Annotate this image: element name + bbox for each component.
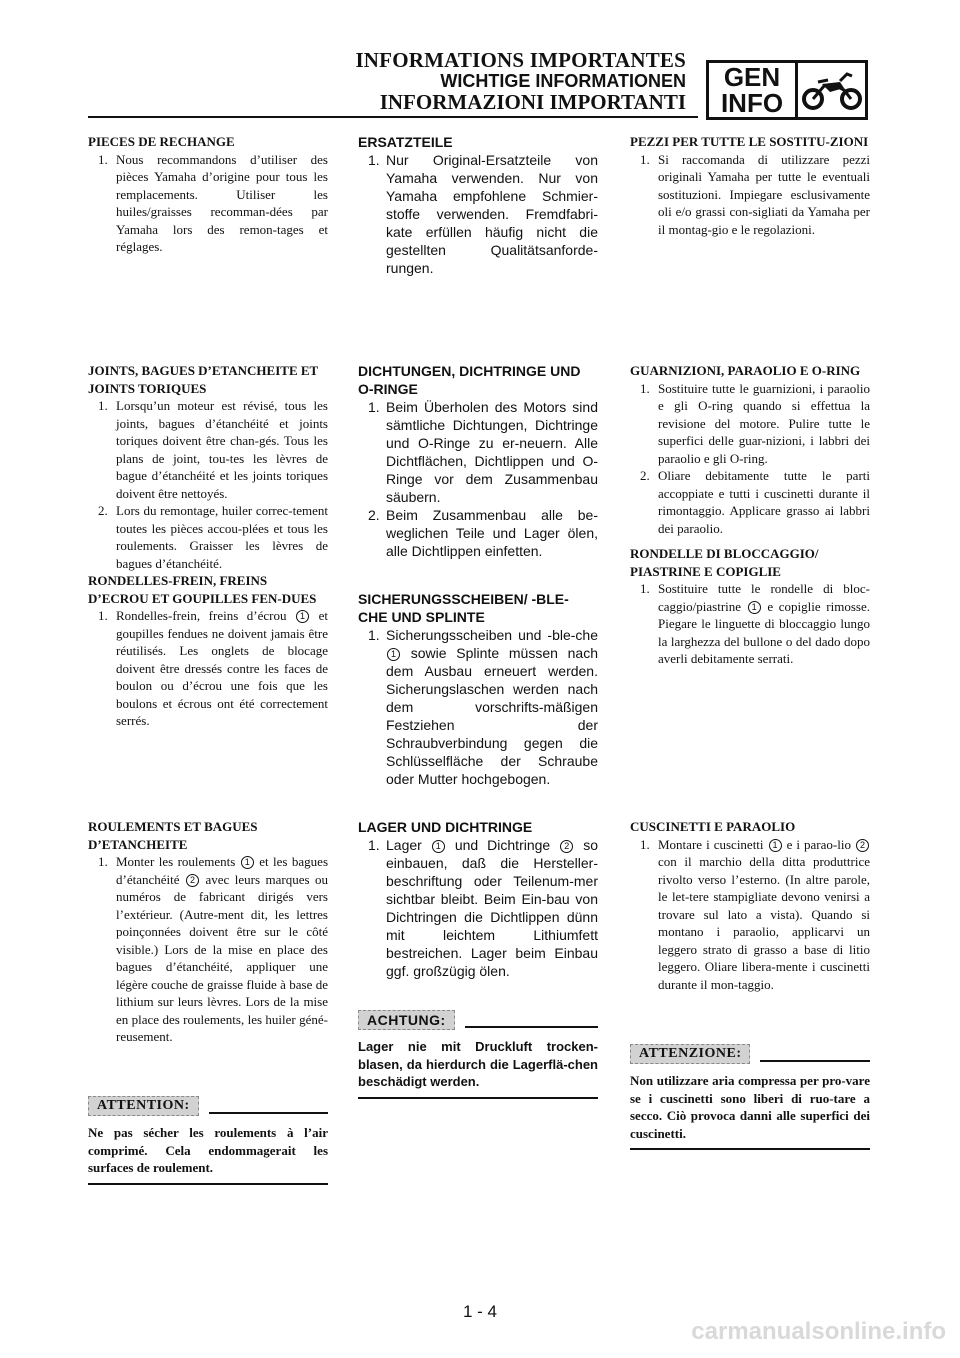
section-title: JOINTS, BAGUES D’ETANCHEITE ET JOINTS TORIQUES: [88, 363, 318, 396]
section-fr-bearings: [88, 818, 328, 1046]
ref-marker: 2: [560, 840, 573, 853]
badge-line2: INFO: [720, 88, 784, 118]
item-number: 1.: [98, 608, 108, 623]
ref-marker: 1: [296, 610, 309, 623]
item-number: 1.: [640, 380, 650, 396]
item-number: 1.: [368, 152, 380, 168]
item-text: Oliare debitamente tutte le parti accoppiate e tutti i cuscinetti durante il rimontaggio. Applicare grasso ai labbri dei paraolio.: [658, 468, 870, 536]
item-number: 1.: [98, 398, 108, 413]
section-title: DICHTUNGEN, DICHTRINGE UND O-RINGE: [358, 363, 581, 397]
item-number: 1.: [640, 836, 650, 852]
ref-marker: 1: [769, 839, 782, 852]
warning-de: [358, 1008, 598, 1099]
section-title: PEZZI PER TUTTE LE SOSTITU-ZIONI: [630, 134, 869, 149]
warning-label: ATTENZIONE:: [630, 1044, 750, 1064]
warning-it: [630, 1042, 870, 1150]
item-number: 1.: [368, 837, 380, 853]
section-de-parts: [358, 133, 598, 277]
item-number: 2.: [98, 503, 108, 518]
item-text: Sostituire tutte le guarnizioni, i paraolio e gli O-ring quando si effettua la revisione del motore. Pulire tutte le superfici delle guar-nizioni, i labbri dei paraolio e gli O-ring.: [658, 380, 870, 466]
section-title: CUSCINETTI E PARAOLIO: [630, 819, 796, 834]
item-text: Nur Original-Ersatzteile von Yamaha verwenden. Nur von Yamaha empfohlene Schmier-stoffe verwenden. Fremdfabri-kate erfüllen häufig nicht die gestellten Qualitätsanforde-rungen.: [386, 152, 598, 276]
item-text: Si raccomanda di utilizzare pezzi originali Yamaha per tutte le eventuali sostituzioni. Impiegare esclusivamente oli e/o grassi con-sigliati da Yamaha per il montag-gio e le regolazioni.: [658, 151, 870, 237]
motorcycle-icon: [798, 63, 865, 117]
ref-marker: 1: [387, 648, 400, 661]
item-text: Nous recommandons d’utiliser des pièces Yamaha d’origine pour tous les remplacements. Utiliser les huiles/graisses recomman-dées par Yamaha lors des remon-tages et réglages.: [116, 151, 328, 254]
item-number: 1.: [640, 151, 650, 167]
section-title: LAGER UND DICHTRINGE: [358, 819, 533, 835]
section-it-bearings: [630, 818, 870, 993]
watermark: carmanualsonline.info: [691, 1318, 946, 1345]
warning-label: ATTENTION:: [88, 1096, 199, 1116]
item-text: Lors du remontage, huiler correc-tement toutes les pièces accou-plées et tous les roulements. Graisser les lèvres de bagues d’étanchéité.: [116, 503, 328, 571]
item-number: 2.: [368, 507, 380, 523]
ref-marker: 1: [748, 601, 761, 614]
warning-text: Ne pas sécher les roulements à l’air comprimé. Cela endommagerait les surfaces de roulement.: [88, 1125, 328, 1175]
item-number: 1.: [640, 581, 650, 596]
header-title-fr: INFORMATIONS IMPORTANTES: [355, 48, 686, 72]
item-text: Lager 1 und Dichtringe 2 so einbauen, daß die Hersteller-beschriftung oder Teilenum-mer sichtbar bleibt. Beim Ein-bau von Dichtringen die Dichtlippen dünn mit leichtem Lithiumfett bestreichen. Lager beim Einbau ggf. großzügig ölen.: [386, 837, 598, 979]
item-text: Lorsqu’un moteur est révisé, tous les joints, bagues d’étanchéité et joints toriques doivent être chan-gés. Tous les plans de joint, tou-tes les lèvres de bague d’étanchéité et les joints toriques doivent être nettoyés.: [116, 398, 328, 501]
section-title: RONDELLE DI BLOCCAGGIO/ PIASTRINE E COPIGLIE: [630, 546, 819, 579]
section-title: PIECES DE RECHANGE: [88, 134, 235, 149]
item-number: 1.: [368, 399, 380, 415]
section-it-parts: [630, 133, 870, 238]
section-it-gaskets: [630, 362, 870, 668]
header-title-it: INFORMAZIONI IMPORTANTI: [379, 90, 686, 114]
header-rule: [88, 116, 698, 118]
item-text: Beim Zusammenbau alle be-weglichen Teile und Lager ölen, alle Dichtlippen einfetten.: [386, 507, 598, 559]
warning-label: ACHTUNG:: [358, 1010, 455, 1030]
section-de-gaskets: [358, 362, 598, 560]
item-text: Montare i cuscinetti 1 e i parao-lio 2 con il marchio della ditta produttrice rivolto verso l’esterno. (In altre parole, le let-tere stampigliate devono venirsi a trovare sul lato a vista). Quando si montano i paraolio, applicarvi un leggero strato di grasso a base di litio leggero. Oliare libera-mente i cuscinetti durante il mon-taggio.: [658, 836, 870, 992]
warning-text: Lager nie mit Druckluft trocken-blasen, da hierdurch die Lagerflä-chen beschädigt werden.: [358, 1039, 598, 1089]
section-title: ROULEMENTS ET BAGUES D’ETANCHEITE: [88, 819, 258, 852]
section-title: ERSATZTEILE: [358, 134, 453, 150]
section-de-bearings: [358, 818, 598, 980]
page-header: [355, 50, 686, 113]
warning-text: Non utilizzare aria compressa per pro-vare se i cuscinetti sono liberi di ruo-tare a secco. Ciò provoca danni alle superfici dei cuscinetti.: [630, 1073, 870, 1141]
item-text: Beim Überholen des Motors sind sämtliche Dichtungen, Dichtringe und O-Ringe zu er-neuern. Alle Dichtflächen, Dichtlippen und O-Ringe vor dem Zusammenbau säubern.: [386, 399, 598, 505]
item-number: 1.: [98, 151, 108, 167]
section-title: RONDELLES-FREIN, FREINS D’ECROU ET GOUPILLES FEN-DUES: [88, 573, 317, 606]
item-number: 1.: [368, 627, 380, 643]
item-text: Sostituire tutte le rondelle di bloc-caggio/piastrine 1 e copiglie rimosse. Piegare le linguette di bloccaggio lungo la larghezza del bullone o del dado dopo averli debitamente serrati.: [658, 581, 870, 666]
page-number: 1 - 4: [462, 1302, 498, 1321]
section-title: SICHERUNGSSCHEIBEN/ -BLE-CHE UND SPLINTE: [358, 591, 569, 625]
section-de-lock: [358, 590, 598, 788]
ref-marker: 1: [241, 856, 254, 869]
section-fr-parts: [88, 133, 328, 256]
badge-line1: GEN: [723, 62, 781, 92]
item-text: Sicherungsscheiben und -ble-che 1 sowie Splinte müssen nach dem Ausbau erneuert werden. Sicherungslaschen werden nach dem vorschrifts-mäßigen Festziehen der Schraubverbindung gegen die Schlüsselfläche der Schraube oder Mutter hochgebogen.: [386, 627, 599, 787]
item-number: 1.: [98, 854, 108, 869]
item-text: Monter les roulements 1 et les bagues d’étanchéité 2 avec leurs marques ou numéros de fabricant dirigés vers l’extérieur. (Autre-ment dit, les lettres poinçonnées doivent être sur le côté visible.) Lors de la mise en place des bagues d’étanchéité, appliquer une légère couche de graisse fluide à base de lithium sur leurs lèvres. Lors de la mise en place des roulements, les huiler géné-reusement.: [116, 854, 329, 1044]
item-number: 2.: [640, 468, 650, 483]
section-fr-gaskets: [88, 362, 328, 730]
ref-marker: 2: [186, 874, 199, 887]
ref-marker: 1: [432, 840, 445, 853]
gen-info-badge: [706, 60, 868, 120]
item-text: Rondelles-frein, freins d’écrou 1 et goupilles fendues ne doivent jamais être réutilisés. Les onglets de blocage doivent être dressés contre les faces de boulon ou d’écrou une fois que les boulons et écrous ont été correctement serrés.: [116, 608, 328, 728]
section-title: GUARNIZIONI, PARAOLIO E O-RING: [630, 363, 861, 378]
header-title-de: WICHTIGE INFORMATIONEN: [440, 71, 686, 91]
ref-marker: 2: [856, 839, 869, 852]
warning-fr: [88, 1094, 328, 1185]
